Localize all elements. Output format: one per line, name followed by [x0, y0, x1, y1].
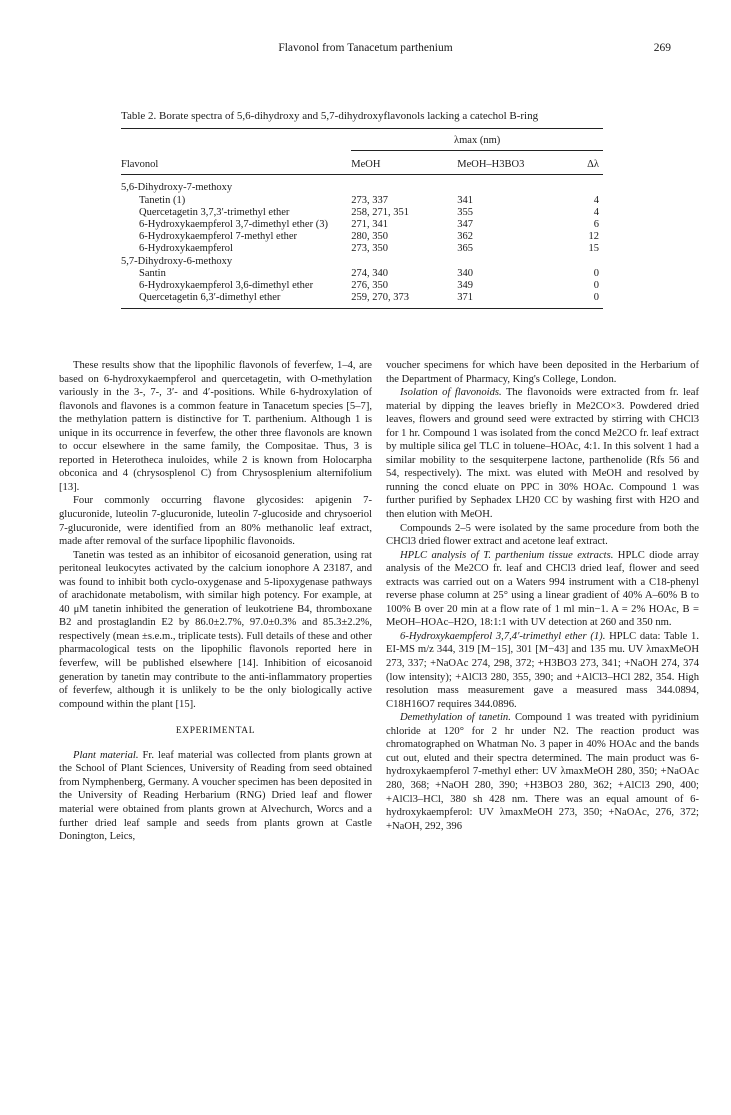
borate-spectra-table	[121, 128, 603, 309]
table-row	[121, 219, 603, 231]
col-header-meoh: MeOH	[351, 159, 381, 171]
paragraph-isolation	[386, 386, 699, 521]
cell-meoh-borate: 365	[457, 243, 474, 255]
table-row	[121, 195, 603, 207]
cell-meoh-borate: 340	[457, 267, 474, 279]
table-row	[121, 231, 603, 243]
cell-flavonol: 6-Hydroxykaempferol 3,7-dimethyl ether (3)	[139, 219, 328, 231]
group-title: 5,6-Dihydroxy-7-methoxy	[121, 182, 233, 194]
cell-delta-lambda: 6	[593, 219, 599, 231]
cell-meoh: 258, 271, 351	[351, 206, 410, 218]
paragraph-demethylation	[386, 711, 699, 833]
table-row	[121, 280, 603, 292]
cell-flavonol: Quercetagetin 3,7,3′-trimethyl ether	[139, 206, 290, 218]
cell-meoh: 276, 350	[351, 280, 389, 292]
cell-meoh-borate: 371	[457, 292, 474, 304]
running-title: Flavonol from Tanacetum parthenium	[278, 42, 453, 54]
table-row	[121, 268, 603, 280]
col-header-delta-lambda: Δλ	[587, 159, 599, 171]
col-header-flavonol: Flavonol	[121, 158, 159, 170]
cell-meoh: 274, 340	[351, 267, 389, 279]
cell-delta-lambda: 15	[588, 243, 599, 255]
paragraph-hplc	[386, 549, 699, 630]
paragraph: Four commonly occurring flavone glycosides: apigenin 7-glucuronide, luteolin 7-glucuronide, luteolin 7-glucoside and chrysoeriol 7-glucuronide, were identified from an 80% methanolic leaf extract, made after removal of the surface lipophilic flavonoids.	[59, 495, 372, 548]
left-text-column	[59, 359, 372, 844]
cell-flavonol: Santin	[139, 267, 166, 279]
cell-meoh: 259, 270, 373	[351, 292, 410, 304]
cell-flavonol: 6-Hydroxykaempferol 3,6-dimethyl ether	[139, 280, 314, 292]
table-header-row	[121, 151, 603, 175]
page-number: 269	[653, 42, 671, 54]
paragraph: These results show that the lipophilic flavonols of feverfew, 1–4, are based on 6-hydroxykaempferol and quercetagetin, with O-methylation variously in the 3-, 7-, 3′- and 4′-positions. While 6-hydroxylation of flavonols and flavones is a common feature in Tanacetum species [5–7], the methylation pattern is distinctive for T. parthenium. Although 1 is unique in its occurrence in feverfew, the other three flavonols are known to occur elsewhere in the same family, the Compositae. Thus, 3 is reported in Heterotheca inuloides, while 2 is known from Holocarpha obconica and 4 (chrysosplenol C) from Chrysosplenium alternifolium [13].	[59, 360, 372, 493]
cell-meoh: 273, 337	[351, 194, 389, 206]
cell-delta-lambda: 4	[593, 206, 599, 218]
cell-flavonol: 6-Hydroxykaempferol	[139, 243, 233, 255]
cell-flavonol: 6-Hydroxykaempferol 7-methyl ether	[139, 231, 298, 243]
cell-meoh-borate: 347	[457, 219, 474, 231]
table-row	[121, 243, 603, 255]
section-heading-experimental: EXPERIMENTAL	[175, 726, 256, 737]
table-caption: Table 2. Borate spectra of 5,6-dihydroxy and 5,7-dihydroxyflavonols lacking a catechol B-ring	[121, 110, 539, 122]
run-in-heading: HPLC analysis of T. parthenium tissue extracts.	[400, 549, 614, 561]
cell-meoh-borate: 355	[457, 206, 474, 218]
cell-delta-lambda: 0	[593, 267, 599, 279]
group-title: 5,7-Dihydroxy-6-methoxy	[121, 255, 233, 267]
cell-meoh-borate: 362	[457, 231, 474, 243]
table-group-row	[121, 182, 603, 194]
paragraph-text: HPLC diode array analysis of the Me2CO fr. leaf and CHCl3 dried leaf, flower and seed extracts was carried out on a Waters 994 instrument with a C18-phenyl reverse phase column at 25° using a linear gradient of 40% A–60% B to 100% B over 20 min at a flow rate of 1 ml min−1. A = 2% HOAc, B = MeOH–HOAc–H2O, 18:1:1 with UV detection at 260 and 350 nm.	[386, 549, 699, 629]
right-text-column	[386, 359, 699, 833]
cell-flavonol: Tanetin (1)	[139, 194, 186, 206]
paragraph-plant-material	[59, 749, 372, 844]
run-in-heading: Demethylation of tanetin.	[400, 712, 511, 724]
cell-delta-lambda: 4	[593, 194, 599, 206]
paragraph: voucher specimens for which have been deposited in the Herbarium of the Department of Pharmacy, King's College, London.	[386, 360, 699, 385]
run-in-heading: 6-Hydroxykaempferol 3,7,4′-trimethyl ether (1).	[400, 630, 606, 642]
paragraph-compound-1	[386, 630, 699, 711]
cell-meoh: 280, 350	[351, 231, 389, 243]
cell-delta-lambda: 0	[593, 280, 599, 292]
paragraph-text: The flavonoids were extracted from fr. leaf material by dipping the leaves briefly in Me2CO×3. Powdered dried leaves, flowers and ground seed were extracted by stirring with CHCl3 for 1 hr. Compound 1 was isolated from the concd Me2CO fr. leaf extract by multiple silica gel TLC in toluene–HOAc, 4:1. In this solvent 1 had a similar mobility to the sesquiterpene lactone, parthenolide (Rfs 56 and 54, respectively). The mixt. was eluted with MeOH and resolved by running the concd eluate on PPC in 30% HOAc. Compound 1 was further purified by Sephadex LH20 CC by washing first with H2O and then elution with MeOH.	[386, 387, 699, 521]
lambda-max-header: λmax (nm)	[351, 135, 603, 151]
paragraph-text: Compound 1 was treated with pyridinium chloride at 120° for 2 hr under N2. The reaction product was chromatographed on Whatman No. 3 paper in 40% HOAc and the bands cut out, eluted and their spectra determined. The main product was 6-hydroxykaempferol 7-methyl ether: UV λmaxMeOH 280, 350; +NaOAc 280, 368; +NaOH 280, 390; +H3BO3 280, 362; +AlCl3 290, 400; +AlCl3–HCl, 380 sh 428 nm. There was an equal amount of 6-hydroxykaempferol: UV λmaxMeOH 273, 350; +NaOAc, 276, 372; +NaOH, 292, 396	[386, 712, 699, 832]
table-row	[121, 292, 603, 304]
run-in-heading: Plant material.	[73, 749, 139, 761]
table-group-row	[121, 256, 603, 268]
table-row	[121, 207, 603, 219]
cell-meoh-borate: 341	[457, 194, 474, 206]
run-in-heading: Isolation of flavonoids.	[400, 387, 502, 399]
cell-meoh: 273, 350	[351, 243, 389, 255]
cell-delta-lambda: 12	[588, 231, 599, 243]
cell-flavonol: Quercetagetin 6,3′-dimethyl ether	[139, 292, 281, 304]
paragraph-text: HPLC data: Table 1. EI-MS m/z 344, 319 [M−15], 301 [M−43] and 135 mu. UV λmaxMeOH 273, 337; +NaOAc 274, 298, 372; +H3BO3 273, 341; +NaOH 274, 374 (low intensity); +AlCl3 280, 355, 390; and +AlCl3–HCl 282, 354. High resolution mass measurement gave a measured mass 344.0894, C18H16O7 requires 344.0896.	[386, 630, 699, 710]
paragraph: Tanetin was tested as an inhibitor of eicosanoid generation, using rat peritoneal leukocytes activated by the calcium ionophore A 23187, and was found to inhibit both cyclo-oxygenase and 5-lipoxygenase pathways of arachidonate metabolism, with similar high potency. For example, at 40 μM tanetin inhibited the generation of leukotriene B4, thromboxane B2 and prostaglandin E2 by 86.0±2.7%, 97.0±0.3% and 85.3±2.2%, respectively (mean ±s.e.m., triplicate tests). Full details of these and other pharmacological tests on the lipophilic flavonols reported here in feverfew, will be published elsewhere [14]. Inhibition of eicosanoid generation by tanetin may contribute to the anti-inflammatory properties of feverfew, although it is unlikely to be the only biologically active compound within the plant [15].	[59, 549, 372, 710]
cell-delta-lambda: 0	[593, 292, 599, 304]
cell-meoh: 271, 341	[351, 219, 389, 231]
paragraph-text: Fr. leaf material was collected from plants grown at the School of Plant Sciences, University of Reading from seed obtained from Nymphenberg, Germany. A voucher specimen has been deposited in the University of Reading Herbarium (RNG) Dried leaf and flower material were obtained from plants grown at Alvechurch, Worcs and a further dried leaf sample and seeds from plants grown at Castle Donington, Leics,	[59, 749, 372, 843]
paragraph: Compounds 2–5 were isolated by the same procedure from both the CHCl3 dried flower extract and acetone leaf extract.	[386, 522, 699, 548]
col-header-meoh-borate: MeOH–H3BO3	[457, 159, 525, 171]
cell-meoh-borate: 349	[457, 280, 474, 292]
